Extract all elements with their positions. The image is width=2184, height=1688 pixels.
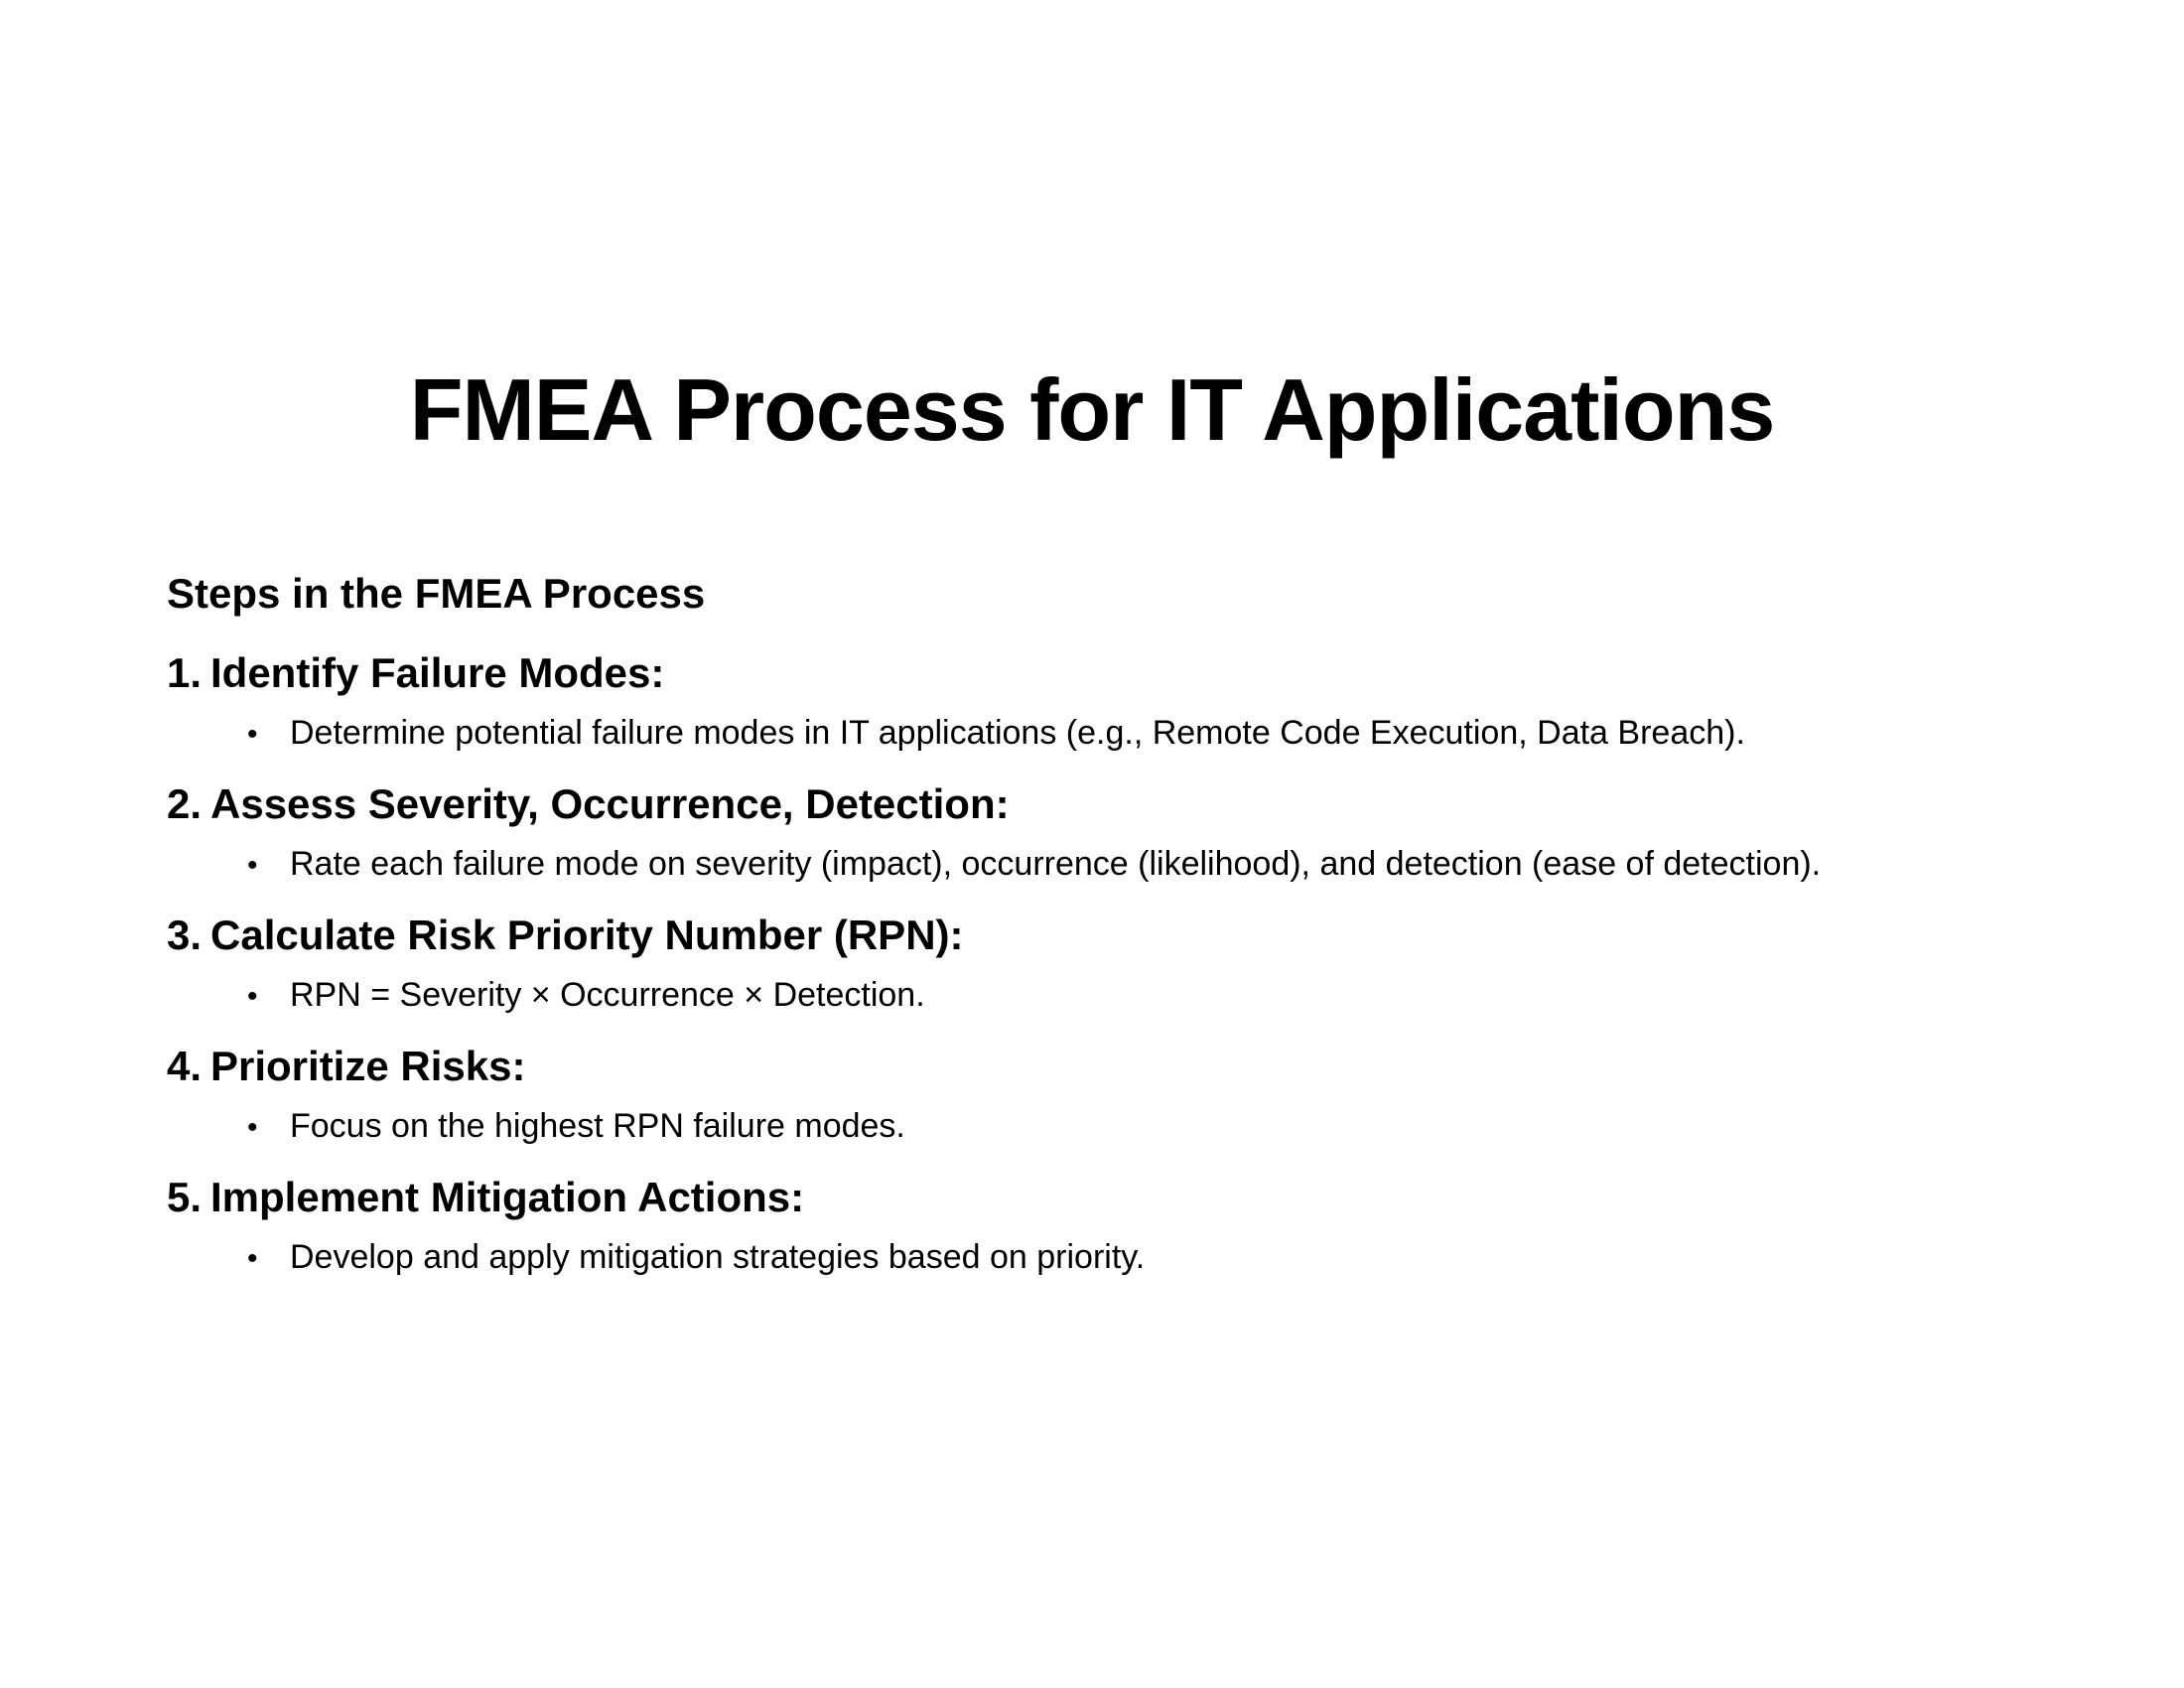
step-detail: Focus on the highest RPN failure modes. xyxy=(290,1107,905,1145)
steps-list xyxy=(167,643,2113,1282)
step-item xyxy=(167,774,2113,889)
step-bullet xyxy=(247,1103,2113,1151)
step-number: 4. xyxy=(167,1043,203,1089)
step-detail: Rate each failure mode on severity (impact), occurrence (likelihood), and detection (ease of detection). xyxy=(290,845,1822,883)
step-heading xyxy=(167,643,2113,703)
bullet-dot-icon: • xyxy=(247,718,258,751)
step-heading xyxy=(167,1037,2113,1096)
bullet-dot-icon: • xyxy=(247,849,258,882)
step-detail: Determine potential failure modes in IT applications (e.g., Remote Code Execution, Data Breach). xyxy=(290,714,1745,752)
slide-title: FMEA Process for IT Applications xyxy=(409,360,1775,459)
step-item xyxy=(167,643,2113,758)
step-number: 3. xyxy=(167,912,203,958)
step-heading xyxy=(167,1168,2113,1227)
step-item xyxy=(167,1168,2113,1282)
step-detail: RPN = Severity × Occurrence × Detection. xyxy=(290,976,925,1014)
step-title: Identify Failure Modes: xyxy=(210,649,665,696)
step-item xyxy=(167,906,2113,1020)
step-title: Implement Mitigation Actions: xyxy=(210,1174,805,1220)
step-bullet xyxy=(247,1234,2113,1282)
bullet-dot-icon: • xyxy=(247,980,258,1013)
step-item xyxy=(167,1037,2113,1151)
step-number: 5. xyxy=(167,1174,203,1220)
step-bullet xyxy=(247,841,2113,889)
step-detail: Develop and apply mitigation strategies based on priority. xyxy=(290,1238,1146,1276)
step-number: 1. xyxy=(167,649,203,696)
bullet-dot-icon: • xyxy=(247,1111,258,1144)
step-bullet xyxy=(247,972,2113,1020)
step-number: 2. xyxy=(167,780,203,827)
section-heading: Steps in the FMEA Process xyxy=(167,570,706,617)
step-bullet xyxy=(247,710,2113,758)
slide-content xyxy=(167,564,2113,1299)
step-heading xyxy=(167,906,2113,965)
step-heading xyxy=(167,774,2113,834)
step-title: Calculate Risk Priority Number (RPN): xyxy=(210,912,964,958)
bullet-dot-icon: • xyxy=(247,1242,258,1275)
step-title: Assess Severity, Occurrence, Detection: xyxy=(210,780,1010,827)
step-title: Prioritize Risks: xyxy=(210,1043,526,1089)
